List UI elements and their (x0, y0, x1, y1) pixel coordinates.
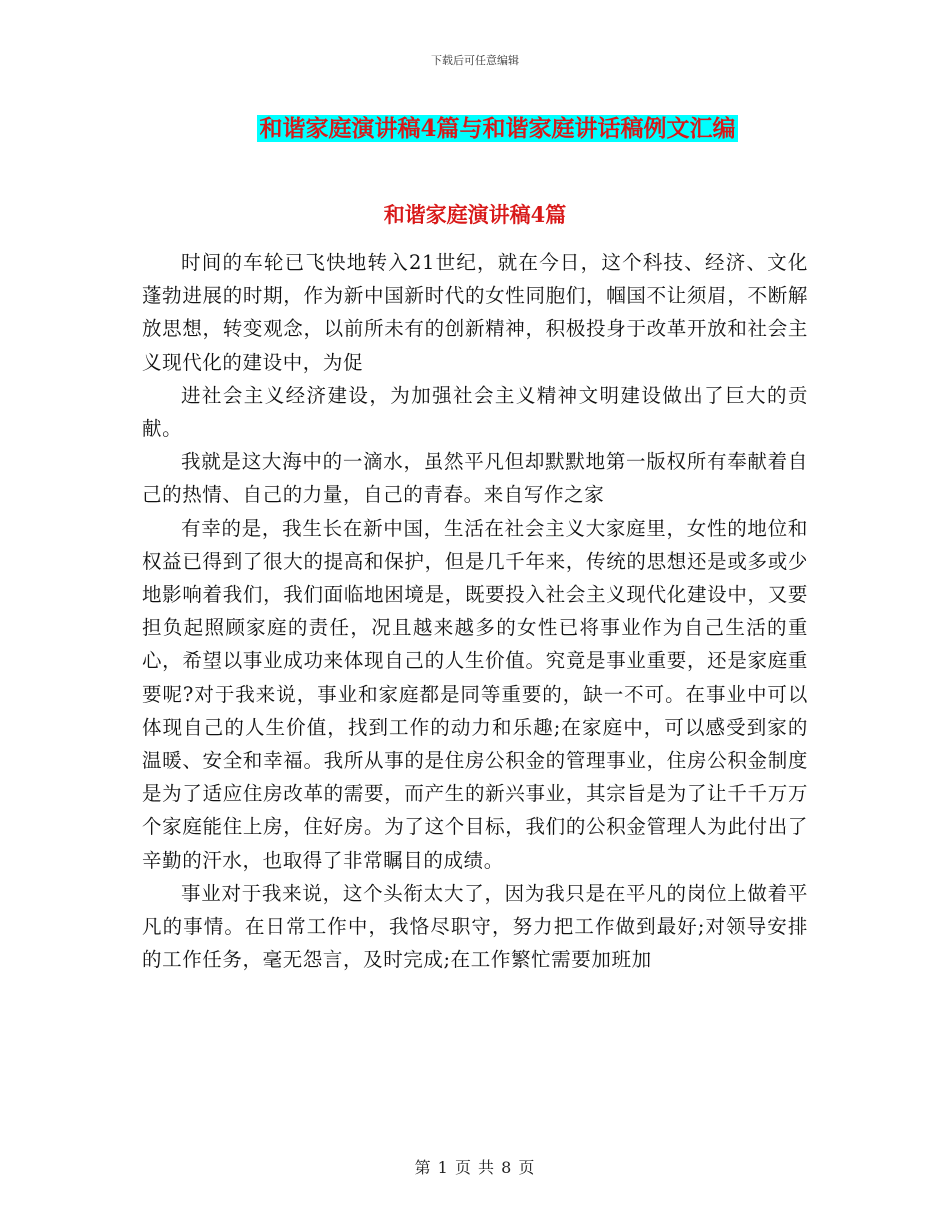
document-body (142, 246, 808, 976)
document-title-text: 和谐家庭演讲稿4篇与和谐家庭讲话稿例文汇编 (259, 115, 736, 142)
paragraph: 有幸的是，我生长在新中国，生活在社会主义大家庭里，女性的地位和权益已得到了很大的提高和保护，但是几千年来，传统的思想还是或多或少地影响着我们，我们面临地困境是，既要投入社会主义现代化建设中，又要担负起照顾家庭的责任，况且越来越多的女性已将事业作为自己生活的重心，希望以事业成功来体现自己的人生价值。究竟是事业重要，还是家庭重要呢?对于我来说，事业和家庭都是同等重要的，缺一不可。在事业中可以体现自己的人生价值，找到工作的动力和乐趣;在家庭中，可以感受到家的温暖、安全和幸福。我所从事的是住房公积金的管理事业，住房公积金制度是为了适应住房改革的需要，而产生的新兴事业，其宗旨是为了让千千万万个家庭能住上房，住好房。为了这个目标，我们的公积金管理人为此付出了辛勤的汗水，也取得了非常瞩目的成绩。 (142, 516, 808, 872)
document-title (0, 112, 950, 146)
paragraph: 时间的车轮已飞快地转入21世纪，就在今日，这个科技、经济、文化蓬勃进展的时期，作为新中国新时代的女性同胞们，帼国不让须眉，不断解放思想，转变观念，以前所未有的创新精神，积极投身于改革开放和社会主义现代化的建设中，为促 (142, 251, 808, 374)
page-header-note: 下载后可任意编辑 (431, 54, 519, 67)
page-number: 第 1 页 共 8 页 (414, 1158, 536, 1177)
paragraph: 我就是这大海中的一滴水，虽然平凡但却默默地第一版权所有奉献着自己的热情、自己的力量，自己的青春。来自写作之家 (142, 450, 808, 507)
paragraph: 事业对于我来说，这个头衔太大了，因为我只是在平凡的岗位上做着平凡的事情。在日常工作中，我恪尽职守，努力把工作做到最好;对领导安排的工作任务，毫无怨言，及时完成;在工作繁忙需要加班加 (142, 881, 808, 972)
paragraph: 进社会主义经济建设，为加强社会主义精神文明建设做出了巨大的贡献。 (142, 383, 808, 441)
section-title: 和谐家庭演讲稿4篇 (383, 202, 567, 227)
